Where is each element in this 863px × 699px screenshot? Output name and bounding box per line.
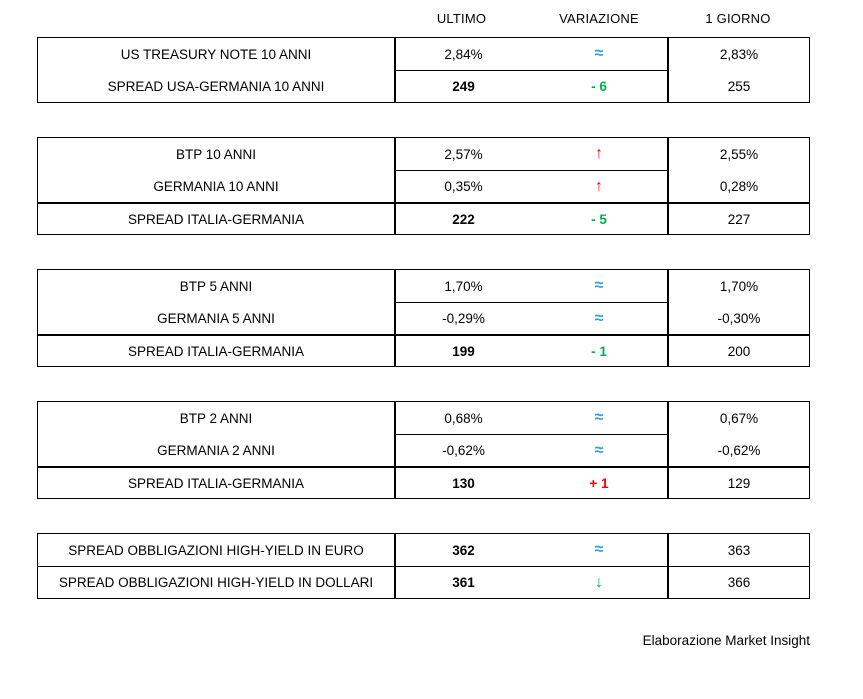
ultimo-value: -0,29% bbox=[394, 302, 531, 334]
giorno-value: 255 bbox=[727, 78, 751, 94]
variazione-cell bbox=[531, 170, 669, 202]
column-header-variazione: VARIAZIONE bbox=[559, 11, 639, 26]
variation-symbol: ≈ bbox=[594, 409, 604, 426]
giorno-value: 200 bbox=[669, 334, 809, 366]
table-btp-2-anni bbox=[37, 401, 810, 499]
ultimo-value: 2,57% bbox=[394, 138, 531, 170]
variation-number: + 1 bbox=[589, 475, 609, 491]
table-high-yield bbox=[37, 533, 810, 599]
variazione-cell bbox=[531, 38, 669, 70]
table-row bbox=[38, 270, 809, 302]
row-label: GERMANIA 5 ANNI bbox=[157, 310, 275, 326]
giorno-value: 1,70% bbox=[719, 278, 759, 294]
row-label: BTP 2 ANNI bbox=[179, 410, 253, 426]
variazione-cell bbox=[531, 402, 669, 434]
table-us-treasury-10-anni bbox=[37, 37, 810, 103]
giorno-value: -0,62% bbox=[717, 442, 761, 458]
column-header-spacer bbox=[37, 8, 393, 29]
row-label: SPREAD OBBLIGAZIONI HIGH-YIELD IN EURO bbox=[68, 542, 364, 558]
ultimo-value: 362 bbox=[394, 534, 531, 566]
variazione-cell bbox=[531, 466, 669, 498]
ultimo-value: 249 bbox=[394, 70, 531, 102]
giorno-value: 2,55% bbox=[719, 146, 759, 162]
ultimo-value: 130 bbox=[394, 466, 531, 498]
column-header-ultimo: ULTIMO bbox=[436, 11, 487, 26]
variation-number: - 5 bbox=[591, 211, 607, 227]
variation-symbol: ≈ bbox=[594, 277, 604, 294]
row-label: SPREAD USA-GERMANIA 10 ANNI bbox=[107, 78, 325, 94]
row-label: US TREASURY NOTE 10 ANNI bbox=[120, 46, 312, 62]
ultimo-value: 0,35% bbox=[394, 170, 531, 202]
table-btp-5-anni bbox=[37, 269, 810, 367]
bond-spread-report bbox=[37, 8, 810, 648]
variation-symbol: ↑ bbox=[595, 145, 603, 162]
variazione-cell bbox=[531, 434, 669, 466]
row-label: SPREAD ITALIA-GERMANIA bbox=[38, 202, 394, 234]
row-label: GERMANIA 2 ANNI bbox=[157, 442, 275, 458]
row-label: GERMANIA 10 ANNI bbox=[153, 178, 279, 194]
variazione-cell bbox=[531, 70, 669, 102]
variation-symbol: ≈ bbox=[594, 541, 604, 558]
giorno-value: 227 bbox=[669, 202, 809, 234]
variation-symbol: ≈ bbox=[594, 441, 604, 459]
variazione-cell bbox=[531, 202, 669, 234]
ultimo-value: 0,68% bbox=[394, 402, 531, 434]
variazione-cell bbox=[531, 138, 669, 170]
table-row bbox=[38, 170, 809, 202]
ultimo-value: 199 bbox=[394, 334, 531, 366]
variazione-cell bbox=[531, 334, 669, 366]
table-row bbox=[38, 534, 809, 566]
giorno-value: 0,28% bbox=[719, 178, 759, 194]
ultimo-value: -0,62% bbox=[394, 434, 531, 466]
variation-symbol: ↓ bbox=[595, 573, 603, 591]
variation-number: - 6 bbox=[591, 79, 607, 94]
ultimo-value: 2,84% bbox=[394, 38, 531, 70]
variation-symbol: ≈ bbox=[594, 45, 604, 62]
variazione-cell bbox=[531, 566, 669, 598]
giorno-value: 0,67% bbox=[719, 410, 759, 426]
row-label: BTP 10 ANNI bbox=[175, 146, 257, 162]
table-btp-10-anni bbox=[37, 137, 810, 235]
table-row bbox=[38, 138, 809, 170]
giorno-value: 2,83% bbox=[719, 46, 759, 62]
variation-symbol: ≈ bbox=[594, 309, 604, 327]
column-headers bbox=[37, 8, 810, 29]
table-row bbox=[38, 38, 809, 70]
table-row bbox=[38, 402, 809, 434]
giorno-value: -0,30% bbox=[717, 310, 761, 326]
table-row bbox=[38, 434, 809, 466]
column-header-1-giorno: 1 GIORNO bbox=[705, 11, 771, 26]
table-row bbox=[38, 466, 809, 498]
ultimo-value: 222 bbox=[394, 202, 531, 234]
table-row bbox=[38, 566, 809, 598]
variazione-cell bbox=[531, 534, 669, 566]
giorno-value: 129 bbox=[669, 466, 809, 498]
ultimo-value: 1,70% bbox=[394, 270, 531, 302]
giorno-value: 363 bbox=[727, 542, 751, 558]
row-label: SPREAD ITALIA-GERMANIA bbox=[38, 334, 394, 366]
row-label: BTP 5 ANNI bbox=[179, 278, 253, 294]
row-label: SPREAD OBBLIGAZIONI HIGH-YIELD IN DOLLARI bbox=[38, 566, 394, 598]
variazione-cell bbox=[531, 270, 669, 302]
tables-container bbox=[37, 37, 810, 599]
table-row bbox=[38, 70, 809, 102]
source-note: Elaborazione Market Insight bbox=[642, 633, 810, 648]
table-row bbox=[38, 302, 809, 334]
variazione-cell bbox=[531, 302, 669, 334]
table-row bbox=[38, 202, 809, 234]
row-label: SPREAD ITALIA-GERMANIA bbox=[38, 466, 394, 498]
variation-number: - 1 bbox=[591, 343, 607, 359]
giorno-value: 366 bbox=[669, 566, 809, 598]
table-row bbox=[38, 334, 809, 366]
variation-symbol: ↑ bbox=[595, 177, 603, 195]
ultimo-value: 361 bbox=[394, 566, 531, 598]
